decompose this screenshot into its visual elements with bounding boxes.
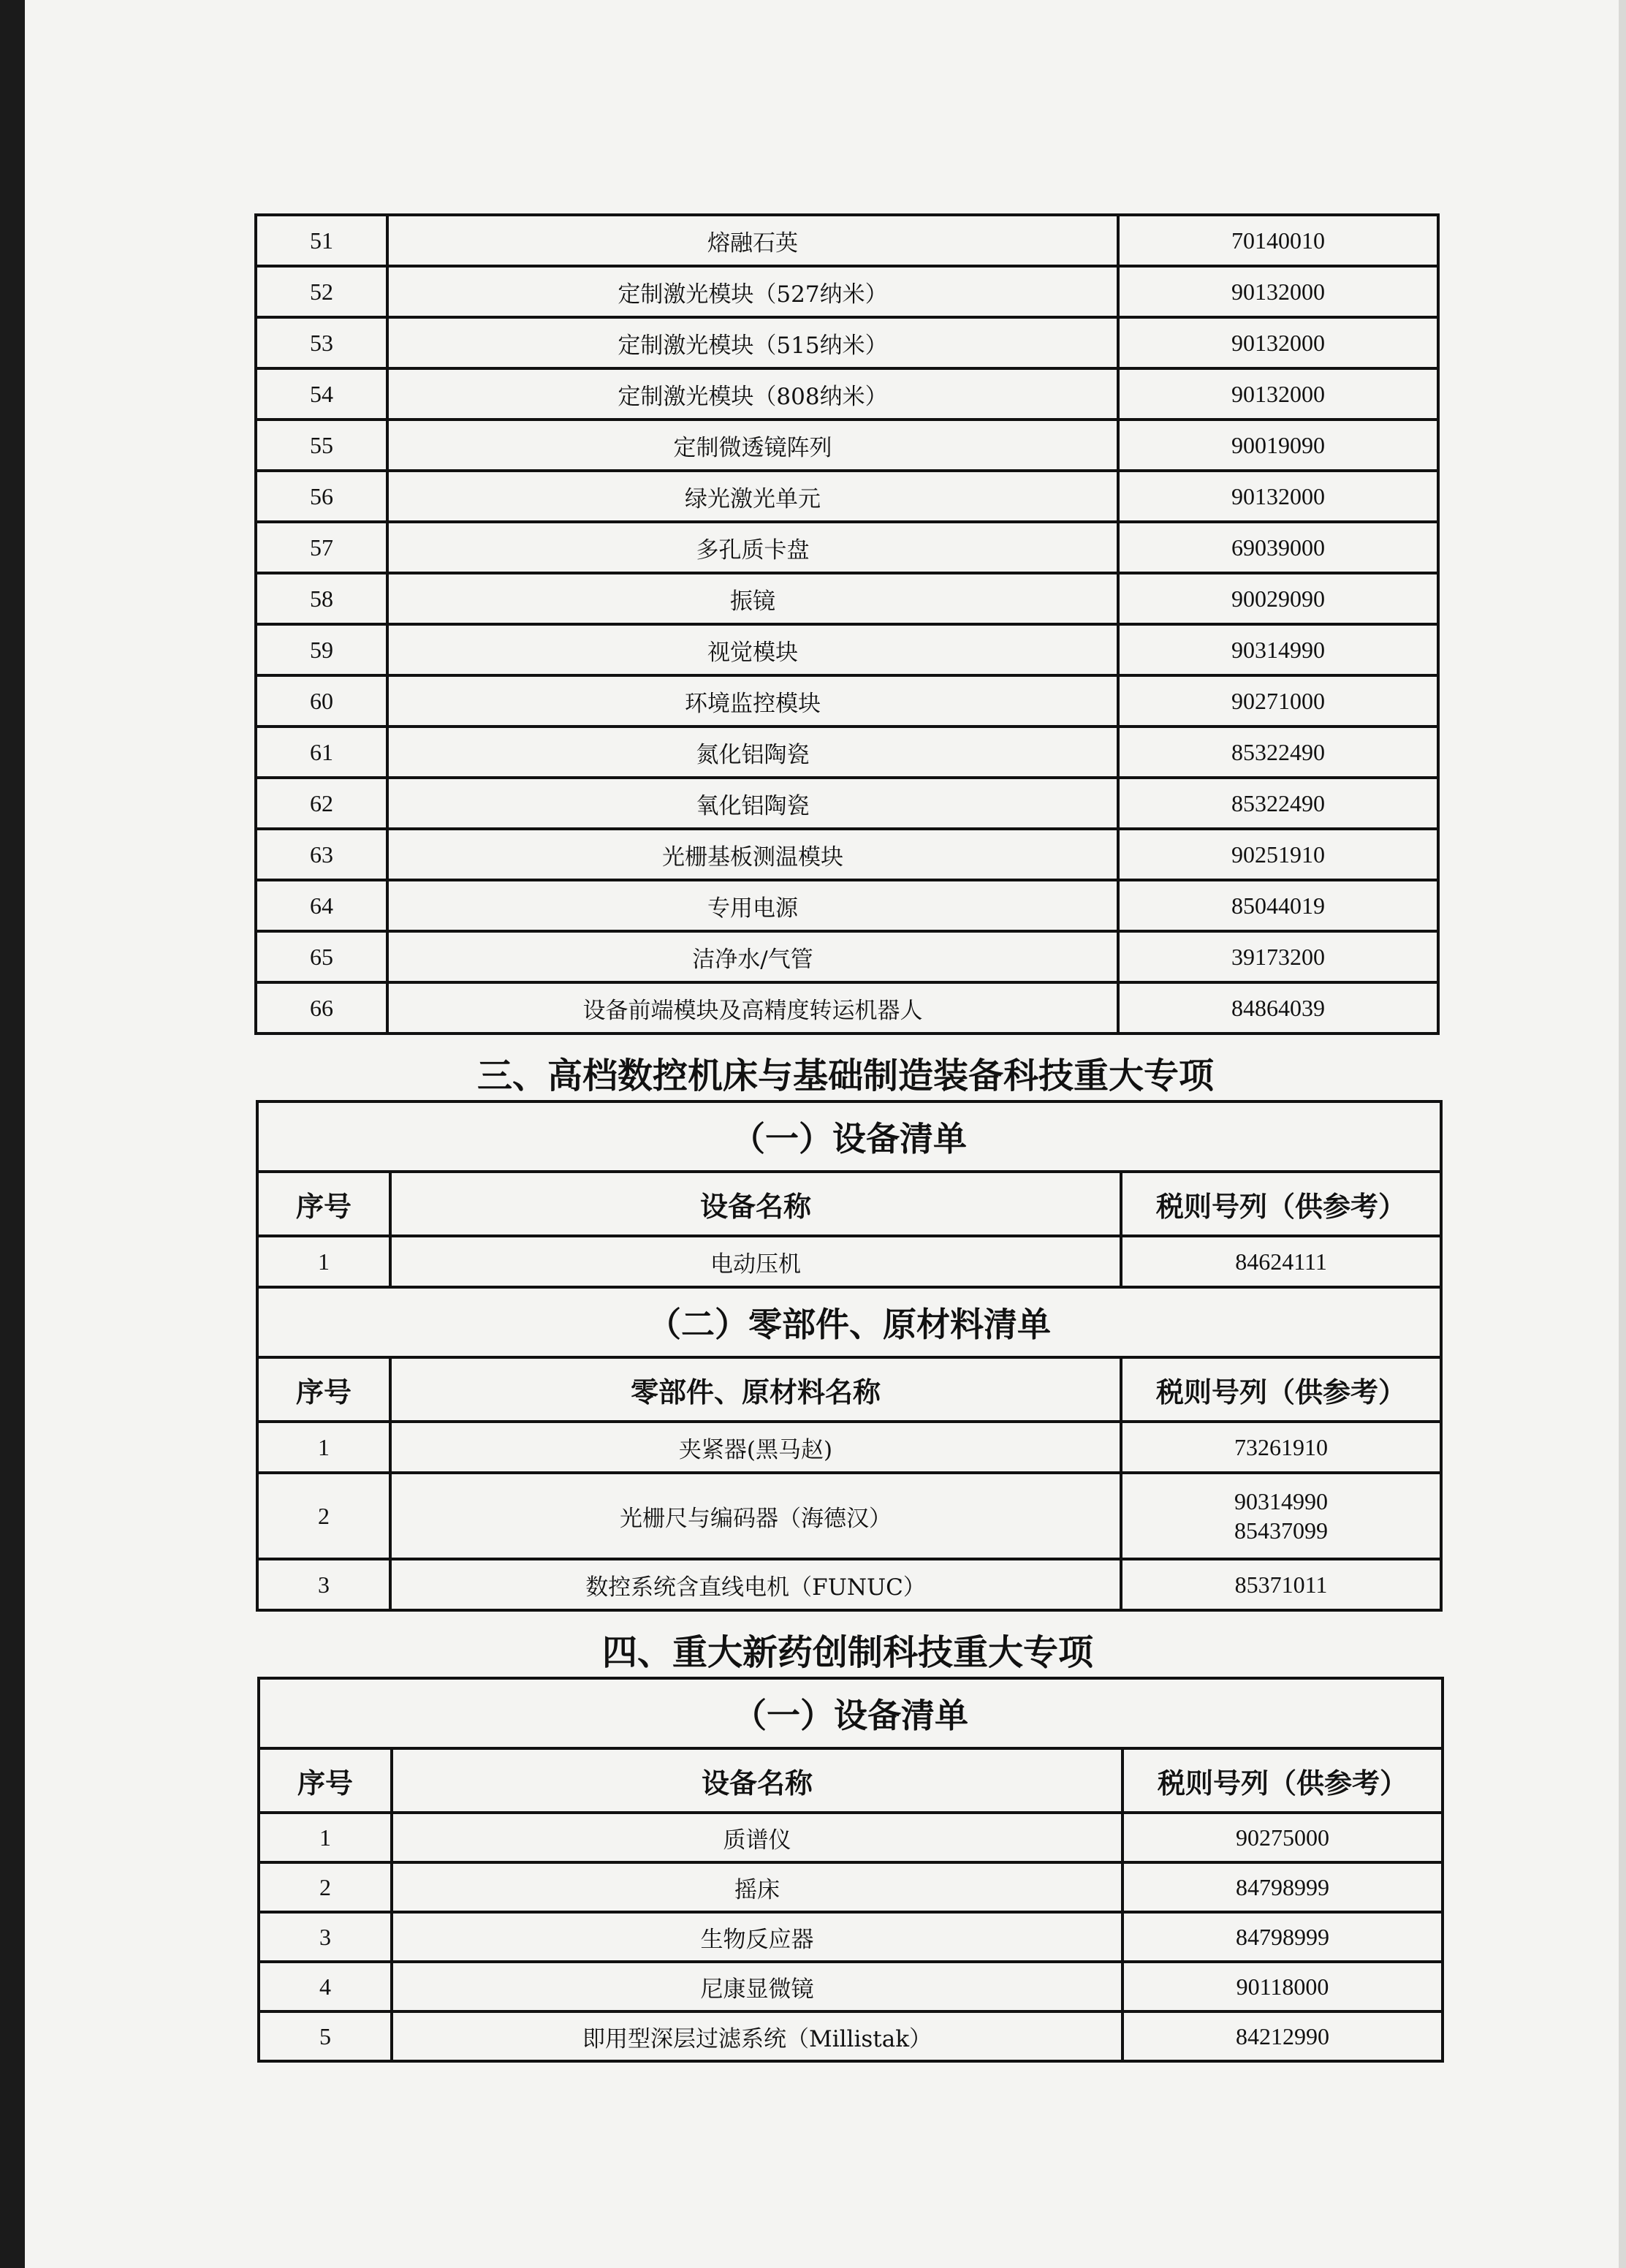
row-number: 57 [256, 522, 387, 573]
tariff-code: 90132000 [1118, 317, 1438, 368]
section-title: 四、重大新药创制科技重大专项 [601, 1632, 1093, 1673]
column-header-name: 设备名称 [390, 1172, 1121, 1236]
item-name: 质谱仪 [392, 1813, 1122, 1862]
row-number: 53 [256, 317, 387, 368]
item-name: 定制激光模块（515纳米） [387, 317, 1118, 368]
tariff-code: 90132000 [1118, 471, 1438, 522]
tariff-code: 90314990 [1118, 624, 1438, 675]
tariff-code: 90132000 [1118, 266, 1438, 317]
row-number: 3 [257, 1559, 390, 1610]
item-name: 氧化铝陶瓷 [387, 778, 1118, 829]
table-row [257, 1473, 1441, 1559]
table-row [256, 266, 1438, 317]
tariff-code: 90019090 [1118, 420, 1438, 471]
tariff-code: 90251910 [1118, 829, 1438, 880]
row-number: 56 [256, 471, 387, 522]
row-number: 54 [256, 368, 387, 420]
column-header-number: 序号 [257, 1357, 390, 1422]
row-number: 65 [256, 931, 387, 982]
item-name: 绿光激光单元 [387, 471, 1118, 522]
subsection-title: （一）设备清单 [257, 1101, 1441, 1172]
item-name: 熔融石英 [387, 215, 1118, 266]
item-name: 摇床 [392, 1862, 1122, 1912]
row-number: 64 [256, 880, 387, 931]
row-number: 2 [257, 1473, 390, 1559]
tariff-code: 69039000 [1118, 522, 1438, 573]
tariff-code: 90314990 [1234, 1488, 1329, 1514]
table-row [257, 1236, 1441, 1287]
table-row [256, 982, 1438, 1034]
table-row [257, 1559, 1441, 1610]
tariff-code: 39173200 [1118, 931, 1438, 982]
table-row [256, 880, 1438, 931]
row-number: 52 [256, 266, 387, 317]
table-row [256, 675, 1438, 727]
item-name: 专用电源 [387, 880, 1118, 931]
table-row [256, 215, 1438, 266]
item-name: 氮化铝陶瓷 [387, 727, 1118, 778]
table-row [256, 573, 1438, 624]
row-number: 63 [256, 829, 387, 880]
table-row [256, 368, 1438, 420]
row-number: 2 [259, 1862, 392, 1912]
row-number: 5 [259, 2011, 392, 2061]
row-number: 3 [259, 1912, 392, 1962]
item-name: 生物反应器 [392, 1912, 1122, 1962]
column-header-name: 设备名称 [392, 1748, 1122, 1813]
item-name: 设备前端模块及高精度转运机器人 [387, 982, 1118, 1034]
row-number: 55 [256, 420, 387, 471]
section3-table [256, 1100, 1443, 1612]
tariff-code: 90118000 [1122, 1962, 1443, 2011]
row-number: 66 [256, 982, 387, 1034]
scan-left-edge [0, 0, 25, 2268]
tariff-code: 84624111 [1121, 1236, 1441, 1287]
tariff-code: 85371011 [1121, 1559, 1441, 1610]
row-number: 1 [259, 1813, 392, 1862]
tariff-code: 85437099 [1234, 1517, 1329, 1544]
item-name: 振镜 [387, 573, 1118, 624]
tariff-code: 85322490 [1118, 727, 1438, 778]
subsection-title: （一）设备清单 [259, 1678, 1443, 1748]
table-row [259, 1813, 1443, 1862]
tariff-code-cell [1121, 1473, 1441, 1559]
table-row [256, 471, 1438, 522]
row-number: 59 [256, 624, 387, 675]
tariff-code: 84212990 [1122, 2011, 1443, 2061]
item-name: 定制激光模块（527纳米） [387, 266, 1118, 317]
table-row [256, 727, 1438, 778]
tariff-code: 85322490 [1118, 778, 1438, 829]
column-header-code: 税则号列（供参考） [1121, 1172, 1441, 1236]
row-number: 51 [256, 215, 387, 266]
item-name: 环境监控模块 [387, 675, 1118, 727]
item-name: 数控系统含直线电机（FUNUC） [390, 1559, 1121, 1610]
table-row [259, 1862, 1443, 1912]
table-row [259, 1912, 1443, 1962]
table-row [256, 931, 1438, 982]
item-name: 光栅基板测温模块 [387, 829, 1118, 880]
row-number: 61 [256, 727, 387, 778]
tariff-code: 84798999 [1122, 1912, 1443, 1962]
item-name: 多孔质卡盘 [387, 522, 1118, 573]
item-name: 尼康显微镜 [392, 1962, 1122, 2011]
column-header-name: 零部件、原材料名称 [390, 1357, 1121, 1422]
item-name: 视觉模块 [387, 624, 1118, 675]
tariff-code: 90275000 [1122, 1813, 1443, 1862]
table-continuation [254, 213, 1440, 1035]
row-number: 1 [257, 1422, 390, 1473]
row-number: 4 [259, 1962, 392, 2011]
column-header-number: 序号 [259, 1748, 392, 1813]
table-row [256, 829, 1438, 880]
subsection-title: （二）零部件、原材料清单 [257, 1287, 1441, 1357]
section-title: 三、高档数控机床与基础制造装备科技重大专项 [476, 1055, 1214, 1096]
table-row [259, 2011, 1443, 2061]
table-row [256, 778, 1438, 829]
tariff-code: 84864039 [1118, 982, 1438, 1034]
tariff-code: 70140010 [1118, 215, 1438, 266]
table-row [256, 420, 1438, 471]
tariff-code: 85044019 [1118, 880, 1438, 931]
scan-right-edge [1619, 0, 1626, 2268]
item-name: 定制激光模块（808纳米） [387, 368, 1118, 420]
item-name: 洁净水/气管 [387, 931, 1118, 982]
row-number: 60 [256, 675, 387, 727]
table-row [256, 624, 1438, 675]
tariff-code: 90132000 [1118, 368, 1438, 420]
tariff-code: 90271000 [1118, 675, 1438, 727]
column-header-code: 税则号列（供参考） [1122, 1748, 1443, 1813]
tariff-code: 90029090 [1118, 573, 1438, 624]
tariff-code: 73261910 [1121, 1422, 1441, 1473]
column-header-number: 序号 [257, 1172, 390, 1236]
item-name: 即用型深层过滤系统（Millistak） [392, 2011, 1122, 2061]
table-row [259, 1962, 1443, 2011]
column-header-code: 税则号列（供参考） [1121, 1357, 1441, 1422]
row-number: 62 [256, 778, 387, 829]
table-row [257, 1422, 1441, 1473]
item-name: 光栅尺与编码器（海德汉） [390, 1473, 1121, 1559]
section4-table [257, 1677, 1444, 2063]
item-name: 定制微透镜阵列 [387, 420, 1118, 471]
row-number: 1 [257, 1236, 390, 1287]
table-row [256, 522, 1438, 573]
table-row [256, 317, 1438, 368]
row-number: 58 [256, 573, 387, 624]
item-name: 夹紧器(黑马赵) [390, 1422, 1121, 1473]
item-name: 电动压机 [390, 1236, 1121, 1287]
tariff-code: 84798999 [1122, 1862, 1443, 1912]
